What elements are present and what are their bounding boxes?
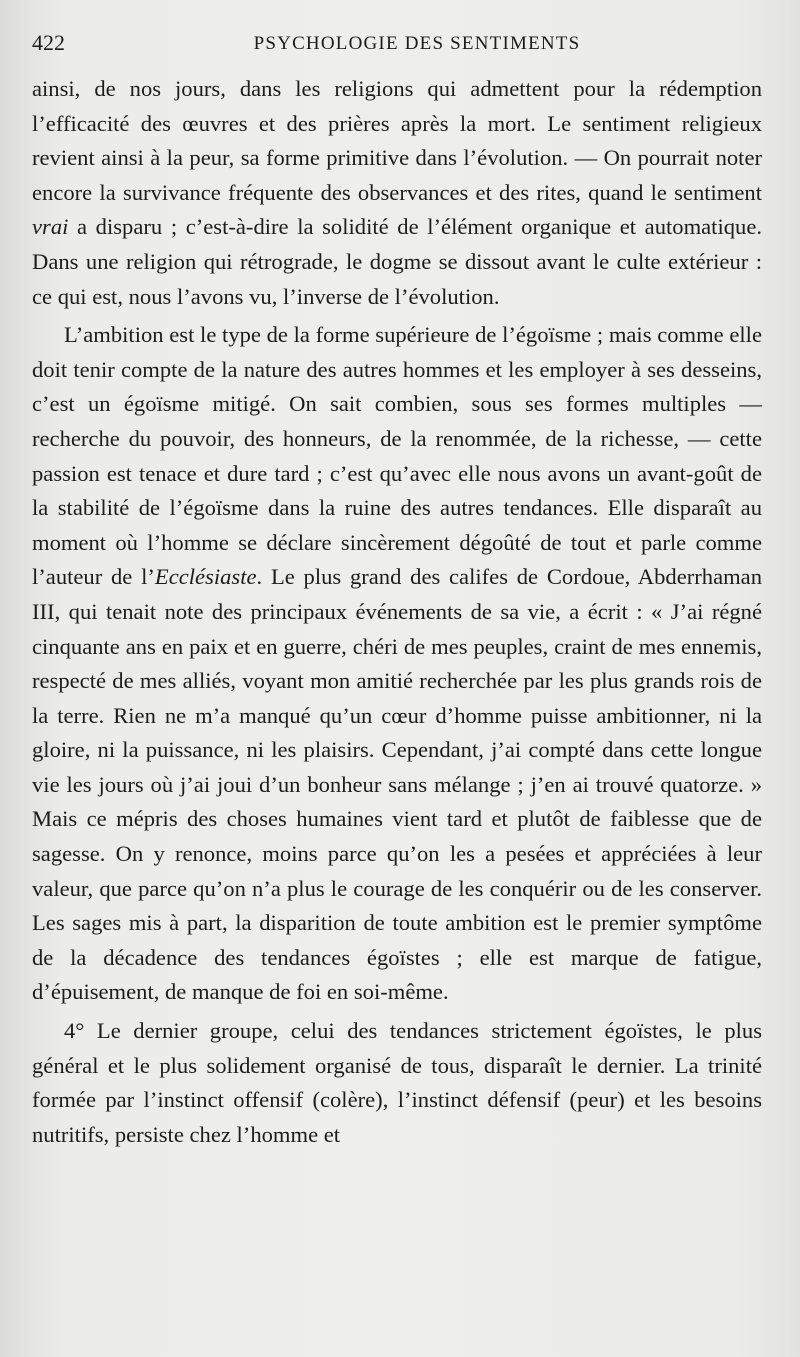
running-title: PSYCHOLOGIE DES SENTIMENTS: [253, 33, 581, 54]
paragraph-group-four: [32, 1014, 762, 1152]
emphasis-text: vrai: [32, 214, 69, 240]
paragraph-text: . Le plus grand des califes de Cordoue, Abderrhaman III, qui tenait note des principaux événements de sa vie, a écrit : « J’ai régné cinquante ans en paix et en guerre, chéri de mes peuples, craint de mes ennemis, respecté de mes alliés, voyant mon amitié recherchée par les plus grands rois de la terre. Rien ne m’a manqué qu’un cœur d’homme puisse ambitionner, ni la gloire, ni la puissance, ni les plaisirs. Cependant, j’ai compté dans cette longue vie les jours où j’ai joui d’un bonheur sans mélange ; j’en ai trouvé quatorze. » Mais ce mépris des choses humaines vient tard et plutôt de faiblesse que de sagesse. On y renonce, moins parce qu’on les a pesées et appréciées à leur valeur, que parce qu’on n’a plus le courage de les conquérir ou de les conserver. Les sages mis à part, la disparition de toute ambition est le premier symptôme de la décadence des tendances égoïstes ; elle est marque de fatigue, d’épuisement, de manque de foi en soi-même.: [32, 564, 763, 1005]
paragraph-text: 4° Le dernier groupe, celui des tendances strictement égoïstes, le plus général et le plus solidement organisé de tous, disparaît le dernier. La trinité formée par l’instinct offensif (colère), l’instinct défensif (peur) et les besoins nutritifs, persiste chez l’homme et: [32, 1018, 762, 1147]
paragraph-text: ainsi, de nos jours, dans les religions qui admettent pour la rédemption l’efficacité des œuvres et des prières après la mort. Le sentiment religieux revient ainsi à la peur, sa forme primitive dans l’évolution. — On pourrait noter encore la survivance fréquente des observances et des rites, quand le sentiment: [32, 76, 762, 205]
paragraph-continuation: [32, 72, 762, 314]
paragraph-text: a disparu ; c’est-à-dire la solidité de l’élément organique et automatique. Dans une religion qui rétrograde, le dogme se dissout avant le culte extérieur : ce qui est, nous l’avons vu, l’inverse de l’évolution.: [32, 214, 762, 309]
page-number: 422: [32, 30, 65, 55]
emphasis-text: Ecclésiaste: [154, 564, 257, 590]
page-header: [32, 30, 762, 64]
body-text: [32, 72, 762, 1152]
paragraph-text: L’ambition est le type de la forme supérieure de l’égoïsme ; mais comme elle doit tenir compte de la nature des autres hommes et les employer à ses desseins, c’est un égoïsme mitigé. On sait combien, sous ses formes multiples — recherche du pouvoir, des honneurs, de la renommée, de la richesse, — cette passion est tenace et dure tard ; c’est qu’avec elle nous avons un avant-goût de la stabilité de l’égoïsme dans la ruine des autres tendances. Elle disparaît au moment où l’homme se déclare sincèrement dégoûté de tout et parle comme l’auteur de l’: [32, 322, 762, 590]
paragraph-ambition: [32, 318, 762, 1010]
